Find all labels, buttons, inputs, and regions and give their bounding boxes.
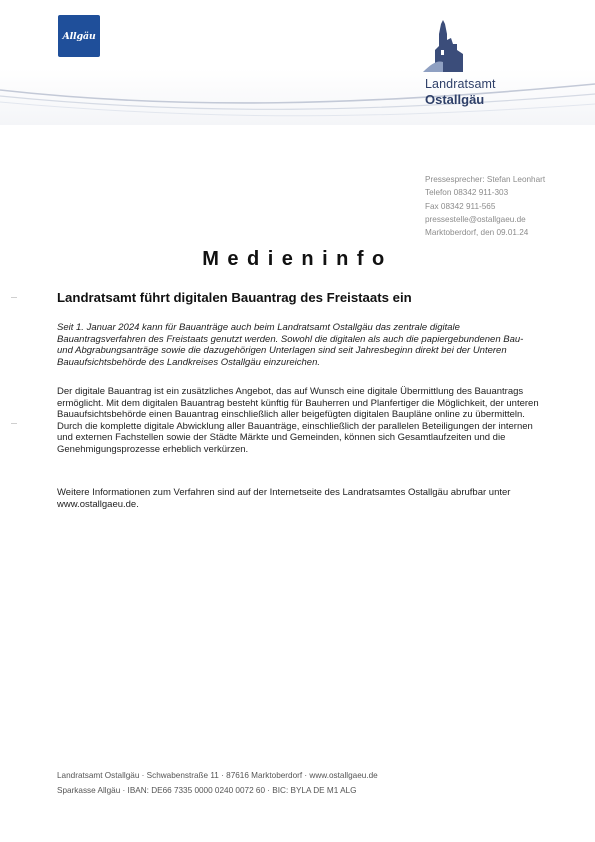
allgaeu-logo-text: Allgäu	[62, 30, 96, 42]
footer-bank-details: Sparkasse Allgäu · IBAN: DE66 7335 0000 0240 0072 60 · BIC: BYLA DE M1 ALG	[57, 786, 357, 795]
press-headline: Landratsamt führt digitalen Bauantrag des Freistaats ein	[57, 290, 412, 305]
spokesperson: Pressesprecher: Stefan Leonhart	[425, 175, 546, 184]
lead-paragraph: Seit 1. Januar 2024 kann für Bauanträge auch beim Landratsamt Ostallgäu das zentrale digitale Bauantragsverfahren des Freistaats genutzt werden. Sowohl die digitalen als auch die papiergebundenen Bau- und Abgrabungsanträge sowie die dazugehörigen Unterlagen sind seit Jahresbeginn direkt bei der Unteren Bauaufsichtsbehörde des Landkreises Ostallgäu einzureichen.	[57, 322, 524, 368]
castle-tower-icon	[423, 20, 473, 72]
footer-address: Landratsamt Ostallgäu · Schwabenstraße 11 · 87616 Marktoberdorf · www.ostallgaeu.de	[57, 771, 378, 780]
fax-number: Fax 08342 911-565	[425, 201, 496, 211]
phone-number: Telefon 08342 911-303	[425, 188, 509, 198]
email-address[interactable]: pressestelle@ostallgaeu.de	[425, 214, 526, 224]
margin-mark	[11, 297, 17, 298]
place-and-date: Marktoberdorf, den 09.01.24	[425, 228, 529, 238]
body-paragraph: Weitere Informationen zum Verfahren sind auf der Internetseite des Landratsamtes Ostallgäu abrufbar unter www.ostallgaeu.de.	[57, 487, 511, 510]
margin-mark	[11, 423, 17, 424]
body-paragraph: Der digitale Bauantrag ist ein zusätzliches Angebot, das auf Wunsch eine digitale Übermittlung des Bauantrags ermöglicht. Mit dem digitalen Bauantrag besteht künftig für Bauherren und Planfertiger die Möglichkeit, der unteren Bauaufsichtsbehörde einen Bauantrag einschließlich aller beigefügten digitalen Baupläne online zu übermitteln. Durch die komplette digitale Abwicklung aller Bauanträge, einschließlich der parallelen Beteiligungen der internen und externen Fachstellen sowie der Städte Märkte und Gemeinden, können sich Gesamtlaufzeiten und die Genehmigungsprozesse erheblich verkürzen.	[57, 386, 539, 455]
authority-name-line1: Landratsamt	[425, 77, 496, 91]
contact-block	[425, 173, 590, 239]
document-title: Medieninfo	[202, 248, 393, 270]
authority-name-line2: Ostallgäu	[425, 92, 485, 107]
letterhead-swoosh-graphic	[0, 80, 595, 130]
allgaeu-logo	[58, 15, 100, 57]
